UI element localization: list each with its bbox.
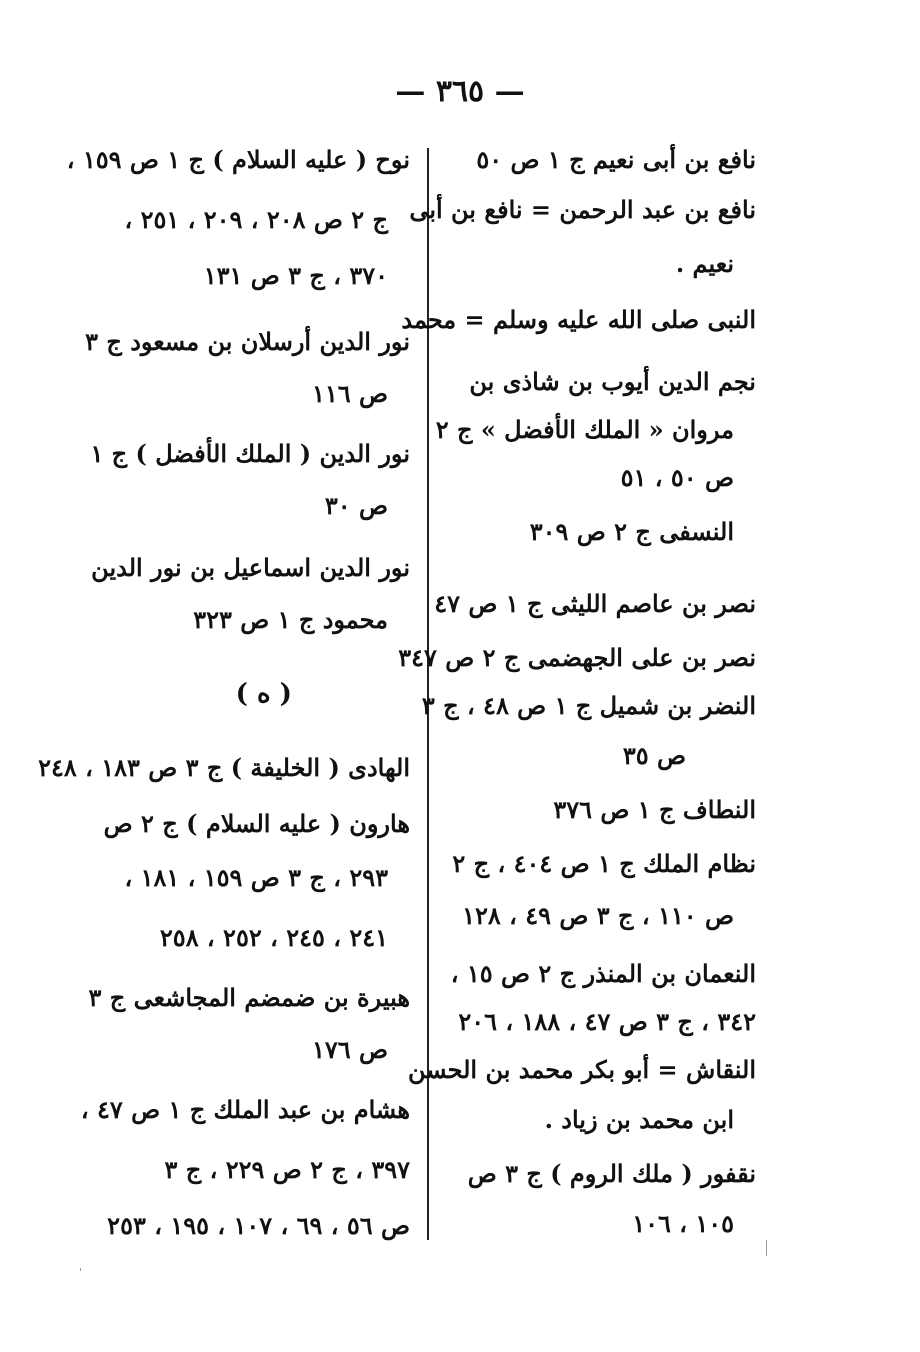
index-line: ٢٩٣ ، ج ٣ ص ١٥٩ ، ١٨١ ،	[124, 863, 388, 892]
index-line: نافع بن أبى نعيم ج ١ ص ٥٠	[476, 145, 756, 174]
index-line: النضر بن شميل ج ١ ص ٤٨ ، ج ٣	[421, 691, 756, 720]
index-line: ج ٢ ص ٢٠٨ ، ٢٠٩ ، ٢٥١ ،	[124, 205, 388, 234]
index-line: ص ١١٠ ، ج ٣ ص ٤٩ ، ١٢٨	[462, 901, 734, 930]
index-line: النسفى ج ٢ ص ٣٠٩	[529, 517, 734, 546]
index-line: ٣٤٢ ، ج ٣ ص ٤٧ ، ١٨٨ ، ٢٠٦	[458, 1007, 756, 1036]
page-number: — ٣٦٥ —	[395, 74, 525, 109]
index-line: ٣٩٧ ، ج ٢ ص ٢٢٩ ، ج ٣	[164, 1155, 410, 1184]
index-line: نظام الملك ج ١ ص ٤٠٤ ، ج ٢	[452, 849, 756, 878]
index-line: هشام بن عبد الملك ج ١ ص ٤٧ ،	[80, 1095, 410, 1124]
index-line: نعيم .	[675, 249, 734, 278]
section-heading: ( ه )	[235, 679, 292, 709]
index-line: نجم الدين أيوب بن شاذى بن	[469, 367, 756, 396]
scan-speck	[80, 1268, 81, 1271]
index-line: ص ٥٦ ، ٦٩ ، ١٠٧ ، ١٩٥ ، ٢٥٣	[107, 1211, 410, 1240]
index-line: النطاف ج ١ ص ٣٧٦	[553, 795, 756, 824]
index-line: نصر بن على الجهضمى ج ٢ ص ٣٤٧	[398, 643, 756, 672]
index-line: نقفور ( ملك الروم ) ج ٣ ص	[467, 1159, 756, 1188]
index-line: نور الدين ( الملك الأفضل ) ج ١	[90, 439, 410, 468]
index-line: هارون ( عليه السلام ) ج ٢ ص	[103, 809, 410, 838]
index-line: محمود ج ١ ص ٣٢٣	[193, 605, 388, 634]
index-line: هبيرة بن ضمضم المجاشعى ج ٣	[88, 983, 410, 1012]
scan-speck	[766, 1240, 767, 1256]
index-line: نصر بن عاصم الليثى ج ١ ص ٤٧	[434, 589, 756, 618]
index-line: مروان « الملك الأفضل » ج ٢	[435, 415, 734, 444]
index-line: نوح ( عليه السلام ) ج ١ ص ١٥٩ ،	[66, 145, 410, 174]
index-line: ص ١١٦	[311, 379, 388, 408]
index-line: نور الدين أرسلان بن مسعود ج ٣	[85, 327, 410, 356]
index-line: ص ٣٠	[324, 491, 388, 520]
index-line: ص ٥٠ ، ٥١	[620, 463, 734, 492]
index-line: ص ١٧٦	[311, 1035, 388, 1064]
index-line: ابن محمد بن زياد .	[544, 1105, 734, 1134]
index-line: ١٠٥ ، ١٠٦	[632, 1209, 734, 1238]
index-line: الهادى ( الخليفة ) ج ٣ ص ١٨٣ ، ٢٤٨	[38, 753, 410, 782]
index-line: ص ٣٥	[622, 741, 686, 770]
index-line: ٢٤١ ، ٢٤٥ ، ٢٥٢ ، ٢٥٨	[159, 923, 388, 952]
index-line: نافع بن عبد الرحمن = نافع بن أبى	[409, 195, 756, 224]
index-line: النعمان بن المنذر ج ٢ ص ١٥ ،	[450, 959, 756, 988]
index-line: النقاش = أبو بكر محمد بن الحسن	[407, 1055, 756, 1084]
index-line: ٣٧٠ ، ج ٣ ص ١٣١	[203, 261, 388, 290]
index-line: نور الدين اسماعيل بن نور الدين	[91, 553, 410, 582]
index-line: النبى صلى الله عليه وسلم = محمد	[401, 305, 756, 334]
